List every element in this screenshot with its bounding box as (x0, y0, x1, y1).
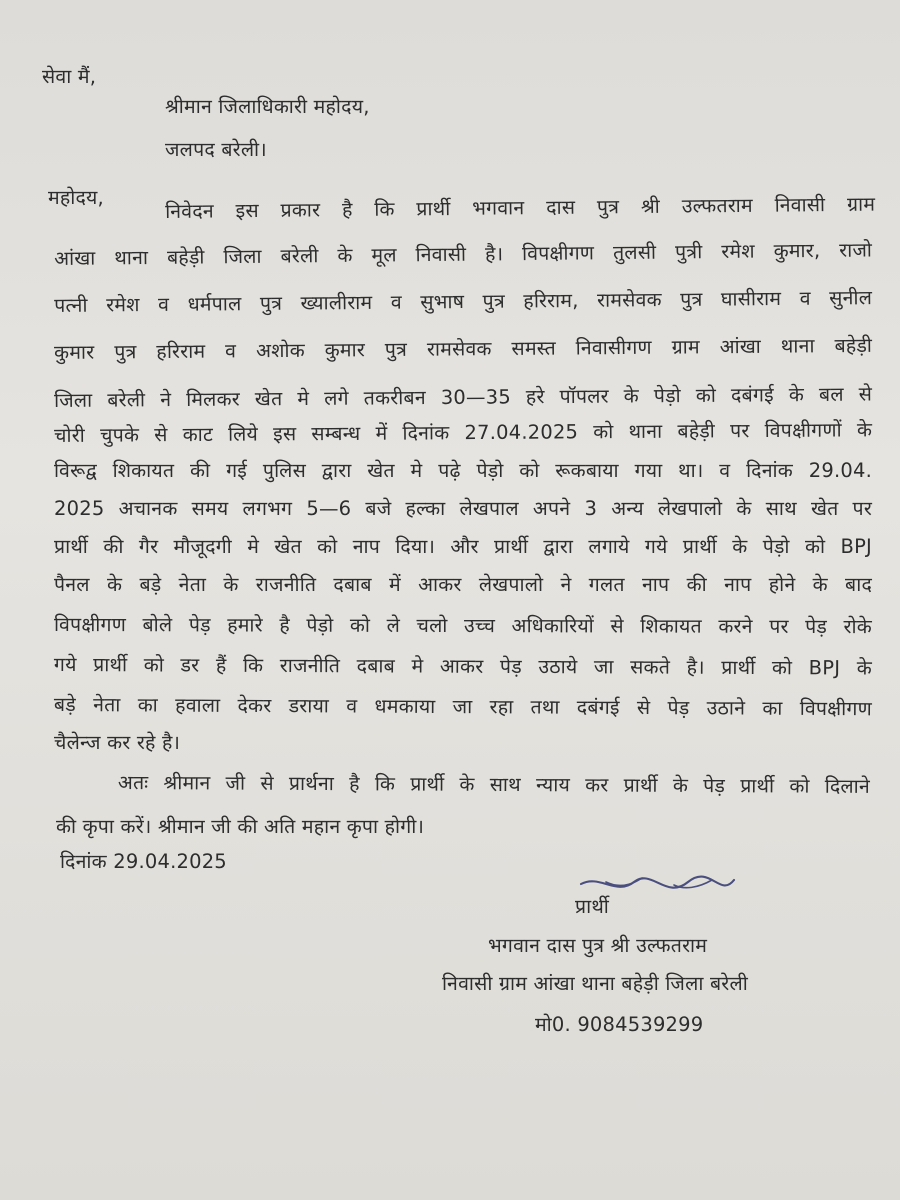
body-line-5: जिला बरेली ने मिलकर खेत मे लगे तकरीबन 30—35 हरे पॉपलर के पेड़ो को दबंगई के बल से (54, 382, 873, 412)
greeting: महोदय, (48, 186, 104, 209)
date-line: दिनांक 29.04.2025 (60, 850, 227, 873)
applicant-mobile: मो0. 9084539299 (535, 1013, 704, 1036)
addressee-district: जलपद बरेली। (165, 138, 267, 161)
body-line-8: 2025 अचानक समय लगभग 5—6 बजे हल्का लेखपाल अपने 3 अन्य लेखपालो के साथ खेत पर (54, 497, 872, 520)
applicant-label: प्रार्थी (575, 895, 610, 918)
body-line-13: बड़े नेता का हवाला देकर डराया व धमकाया जा रहा तथा दबंगई से पेड़ उठाने का विपक्षीगण (53, 692, 872, 721)
request-line-2: की कृपा करें। श्रीमान जी की अति महान कृपा होगी। (56, 815, 425, 838)
applicant-address: निवासी ग्राम आंखा थाना बहेड़ी जिला बरेली (442, 972, 748, 995)
body-line-6: चोरी चुपके से काट लिये इस सम्बन्ध में दिनांक 27.04.2025 को थाना बहेड़ी पर विपक्षीगणों के (54, 418, 873, 447)
body-line-3: पत्नी रमेश व धर्मपाल पुत्र ख्यालीराम व सुभाष पुत्र हरिराम, रामसेवक पुत्र घासीराम व सुनील (54, 286, 873, 317)
body-line-4: कुमार पुत्र हरिराम व अशोक कुमार पुत्र रामसेवक समस्त निवासीगण ग्राम आंखा थाना बहेड़ी (54, 333, 873, 364)
salutation: सेवा मैं, (42, 65, 97, 88)
body-line-7: विरूद्व शिकायत की गई पुलिस द्वारा खेत मे पढ़े पेड़ो को रूकबाया गया था। व दिनांक 29.04. (54, 459, 872, 482)
request-line-1: अतः श्रीमान जी से प्रार्थना है कि प्रार्थी के साथ न्याय कर प्रार्थी के पेड़ प्रार्थी को दिलाने (117, 770, 870, 798)
body-line-11: विपक्षीगण बोले पेड़ हमारे है पेड़ो को ले चलो उच्च अधिकारियों से शिकायत करने पर पेड़ रोके (53, 613, 872, 639)
applicant-name: भगवान दास पुत्र श्री उल्फतराम (488, 934, 708, 957)
body-line-2: आंखा थाना बहेड़ी जिला बरेली के मूल निवासी है। विपक्षीगण तुलसी पुत्री रमेश कुमार, राजो (54, 238, 873, 270)
body-line-10: पैनल के बड़े नेता के राजनीति दबाब में आकर लेखपालो ने गलत नाप की नाप होने के बाद (54, 573, 872, 596)
addressee: श्रीमान जिलाधिकारी महोदय, (165, 95, 370, 118)
body-line-12: गये प्रार्थी को डर हैं कि राजनीति दबाब मे आकर पेड़ उठाये जा सकते है। प्रार्थी को BPJ के (53, 653, 872, 680)
body-line-9: प्रार्थी की गैर मौजूदगी मे खेत को नाप दिया। और प्रार्थी द्वारा लगाये गये प्रार्थी के पेड़ो को BPJ (54, 535, 872, 558)
body-line-14: चैलेन्ज कर रहे है। (54, 731, 181, 754)
body-line-1: निवेदन इस प्रकार है कि प्रार्थी भगवान दास पुत्र श्री उल्फतराम निवासी ग्राम (165, 192, 876, 223)
